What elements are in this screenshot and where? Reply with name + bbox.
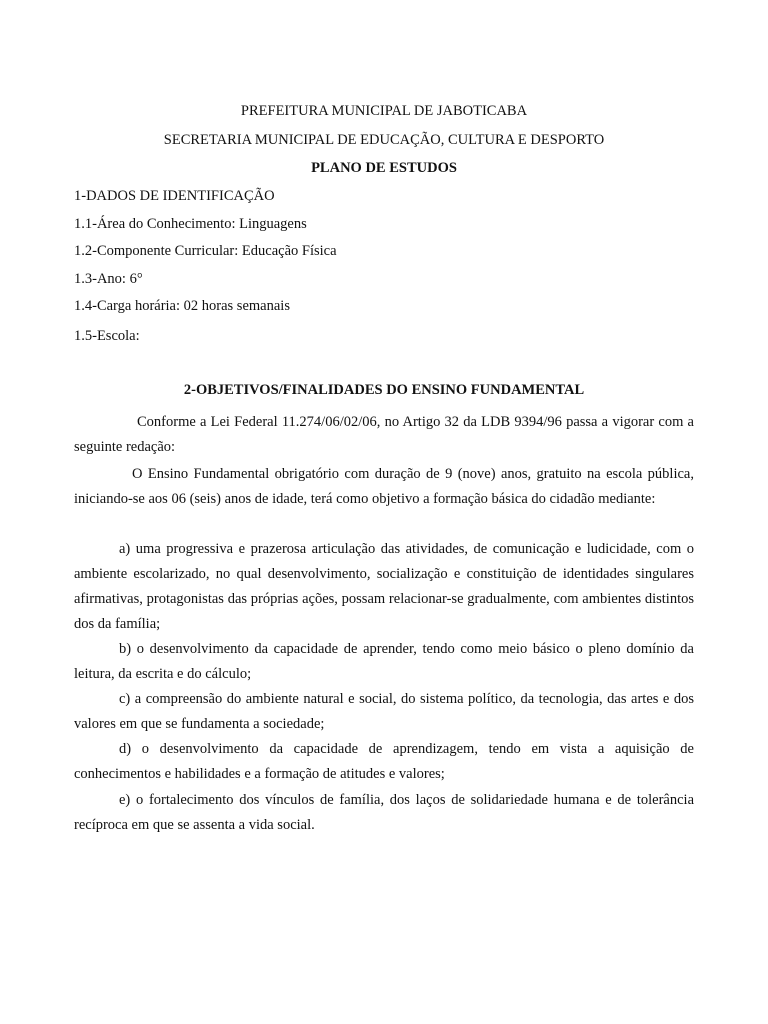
list-item-e: e) o fortalecimento dos vínculos de família, dos laços de solidariedade humana e de tolerância recíproca em que se assenta a vida social. (74, 792, 694, 833)
document-title: PLANO DE ESTUDOS (311, 160, 457, 176)
field-area-conhecimento: 1.1-Área do Conhecimento: Linguagens (74, 216, 307, 232)
header-secretaria: SECRETARIA MUNICIPAL DE EDUCAÇÃO, CULTURA E DESPORTO (163, 132, 605, 148)
section-heading-identificacao: 1-DADOS DE IDENTIFICAÇÃO (74, 188, 275, 204)
field-ano: 1.3-Ano: 6° (74, 271, 143, 287)
list-item-c: c) a compreensão do ambiente natural e social, do sistema político, da tecnologia, das artes e dos valores em que se fundamenta a sociedade; (74, 691, 694, 732)
field-componente-curricular: 1.2-Componente Curricular: Educação Física (74, 243, 337, 259)
field-carga-horaria: 1.4-Carga horária: 02 horas semanais (74, 298, 290, 314)
field-escola: 1.5-Escola: (74, 328, 140, 344)
section-heading-objetivos: 2-OBJETIVOS/FINALIDADES DO ENSINO FUNDAMENTAL (183, 382, 585, 398)
list-item-d: d) o desenvolvimento da capacidade de aprendizagem, tendo em vista a aquisição de conhecimentos e habilidades e a formação de atitudes e valores; (74, 741, 694, 782)
paragraph-ensino-fundamental: O Ensino Fundamental obrigatório com duração de 9 (nove) anos, gratuito na escola pública, iniciando-se aos 06 (seis) anos de idade, terá como objetivo a formação básica do cidadão mediante: (74, 466, 694, 507)
header-prefeitura: PREFEITURA MUNICIPAL DE JABOTICABA (240, 103, 528, 119)
list-item-a: a) uma progressiva e prazerosa articulação das atividades, de comunicação e ludicidade, com o ambiente escolarizado, no qual desenvolvimento, socialização e constituição de identidades singulares afirmativas, protagonistas das próprias ações, possam relacionar-se gradualmente, com ambientes distintos dos da família; (74, 541, 694, 632)
paragraph-intro: Conforme a Lei Federal 11.274/06/02/06, no Artigo 32 da LDB 9394/96 passa a vigorar com a seguinte redação: (74, 414, 694, 455)
list-item-b: b) o desenvolvimento da capacidade de aprender, tendo como meio básico o pleno domínio da leitura, da escrita e do cálculo; (74, 641, 694, 682)
